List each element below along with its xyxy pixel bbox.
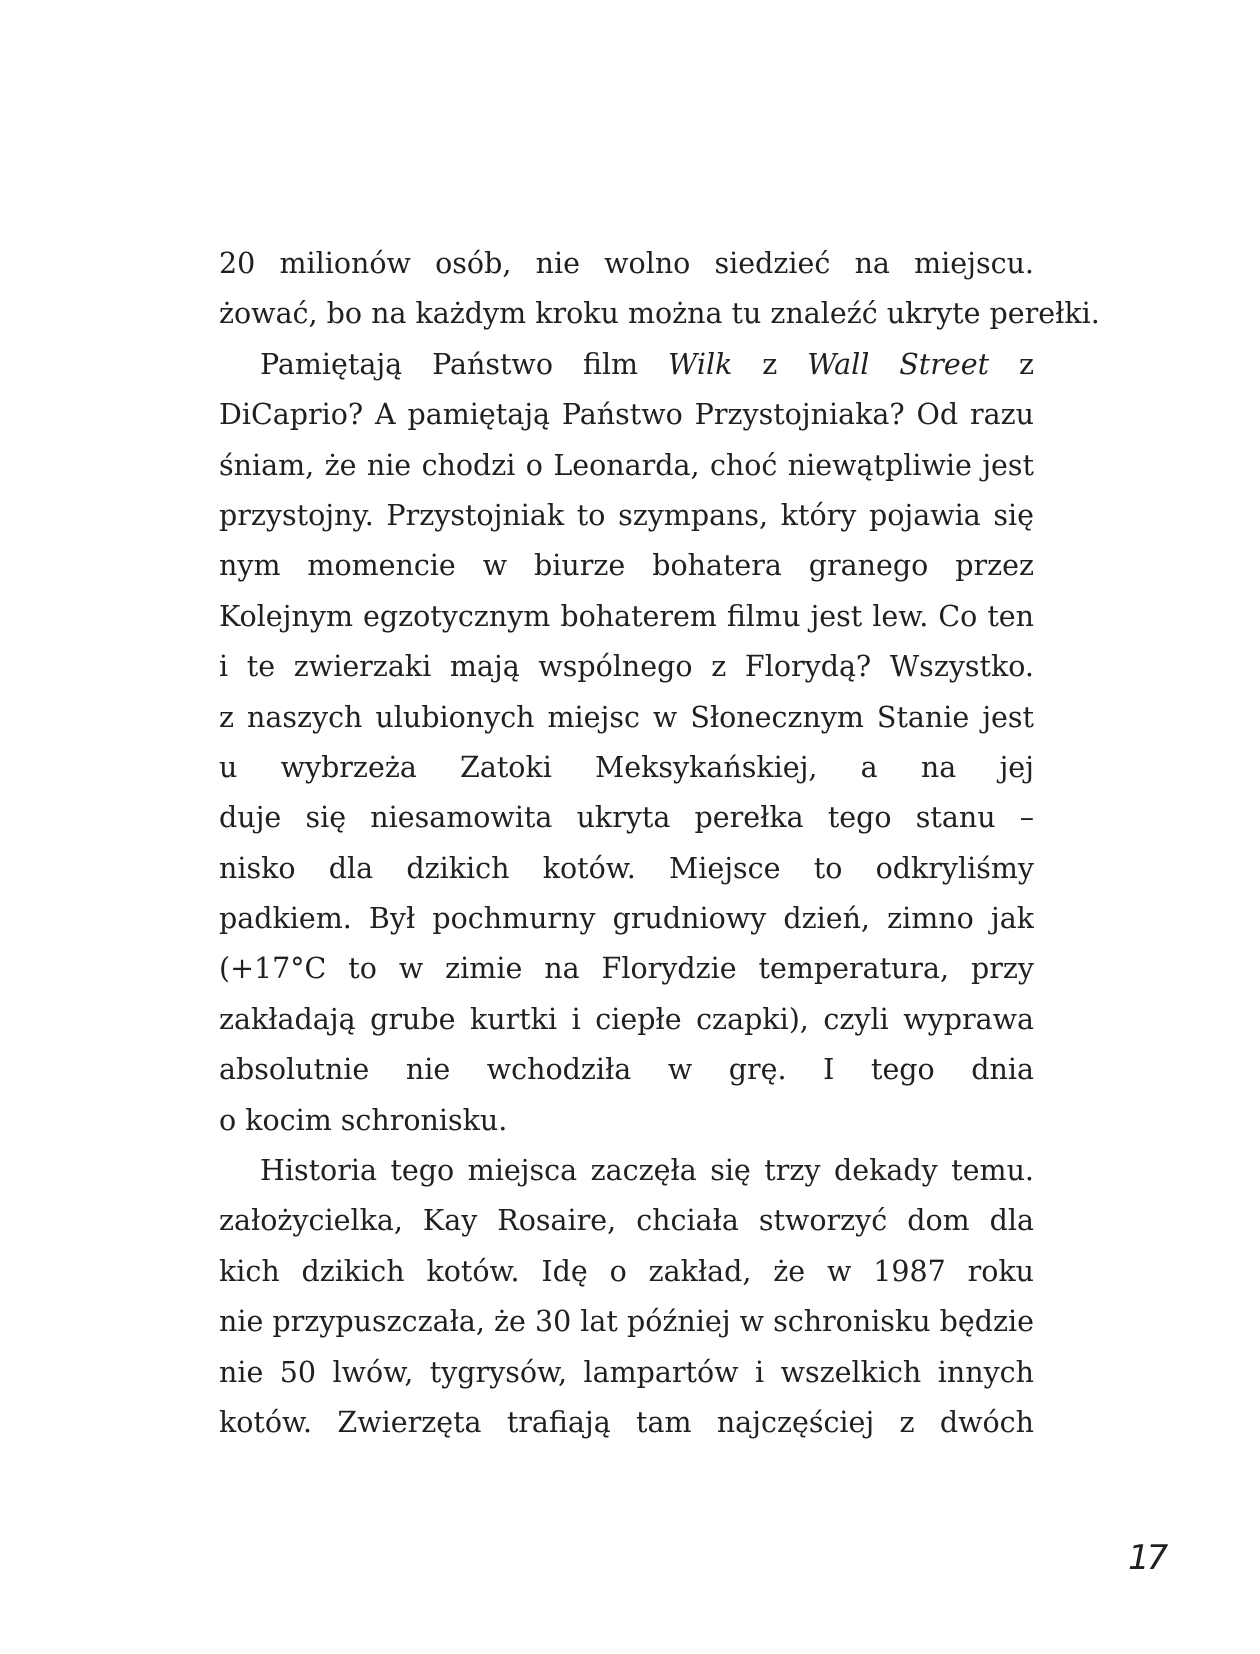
text-segment: nym momencie w biurze bohatera granego przez: [219, 549, 1034, 583]
italic-title-text: Wall Street: [807, 347, 990, 381]
text-segment: przystojny. Przystojniak to szympans, który pojawia się: [219, 498, 1034, 532]
text-segment: kich dzikich kotów. Idę o zakład, że w 1987 roku: [219, 1254, 1034, 1288]
text-segment: żować, bo na każdym kroku można tu znaleźć ukryte perełki.: [219, 297, 1100, 331]
text-line: [219, 390, 1034, 440]
text-segment: u wybrzeża Zatoki Meksykańskiej, a na jej: [219, 750, 1034, 784]
text-segment: padkiem. Był pochmurny grudniowy dzień, zimno jak: [219, 902, 1034, 936]
text-line: [219, 491, 1034, 541]
text-line: [219, 995, 1034, 1045]
page-body-text: [219, 239, 1100, 1448]
italic-title-text: Wilk: [668, 347, 733, 381]
text-line: [219, 894, 1034, 944]
text-line: [219, 1247, 1034, 1297]
text-segment: i te zwierzaki mają wspólnego z Florydą? Wszystko.: [219, 650, 1034, 684]
text-segment: nisko dla dzikich kotów. Miejsce to odkryliśmy: [219, 851, 1034, 885]
text-segment: Pamiętają Państwo film: [260, 347, 669, 381]
text-line: [219, 1196, 1034, 1246]
text-line: [219, 340, 1034, 390]
text-segment: (+17°C to w zimie na Florydzie temperatura, przy: [219, 952, 1034, 986]
text-segment: o kocim schronisku.: [219, 1103, 508, 1137]
paragraph: [219, 340, 1034, 1146]
text-line: [219, 1348, 1034, 1398]
page-number: 17: [1128, 1538, 1166, 1578]
text-segment: nie 50 lwów, tygrysów, lampartów i wszelkich innych: [219, 1355, 1034, 1389]
paragraph: [219, 1146, 1034, 1448]
text-line: [219, 541, 1034, 591]
text-segment: z: [1018, 347, 1034, 381]
text-segment: zakładają grube kurtki i ciepłe czapki), czyli wyprawa: [219, 1002, 1034, 1036]
text-line: [219, 844, 1034, 894]
text-segment: duje się niesamowita ukryta perełka tego stanu –: [219, 801, 1034, 835]
text-segment: założycielka, Kay Rosaire, chciała stworzyć dom dla: [219, 1204, 1034, 1238]
paragraph: [219, 239, 1100, 340]
text-segment: kotów. Zwierzęta trafiają tam najczęściej z dwóch: [219, 1405, 1034, 1439]
text-segment: absolutnie nie wchodziła w grę. I tego dnia: [219, 1053, 1034, 1087]
text-line: [219, 793, 1034, 843]
text-segment: z naszych ulubionych miejsc w Słonecznym Stanie jest: [219, 700, 1034, 734]
text-line: [219, 1096, 1034, 1146]
text-line: [219, 944, 1034, 994]
text-segment: 20 milionów osób, nie wolno siedzieć na miejscu.: [219, 247, 1034, 280]
text-segment: śniam, że nie chodzi o Leonarda, choć niewątpliwie jest: [219, 448, 1034, 482]
text-line: [219, 1297, 1034, 1347]
text-segment: DiCaprio? A pamiętają Państwo Przystojniaka? Od razu: [219, 398, 1034, 432]
text-segment: Historia tego miejsca zaczęła się trzy dekady temu.: [260, 1154, 1034, 1188]
text-line: [219, 1045, 1034, 1095]
text-line: [219, 743, 1034, 793]
text-segment: Kolejnym egzotycznym bohaterem filmu jest lew. Co ten: [219, 599, 1034, 633]
text-line: [219, 592, 1034, 642]
text-line: [219, 1398, 1034, 1448]
text-line: [219, 1146, 1034, 1196]
text-line: [219, 239, 1034, 289]
text-line: [219, 693, 1034, 743]
text-segment: nie przypuszczała, że 30 lat później w schronisku będzie: [219, 1305, 1034, 1339]
text-line: [219, 289, 1100, 339]
text-line: [219, 642, 1034, 692]
text-segment: z: [732, 347, 808, 381]
text-line: [219, 441, 1034, 491]
